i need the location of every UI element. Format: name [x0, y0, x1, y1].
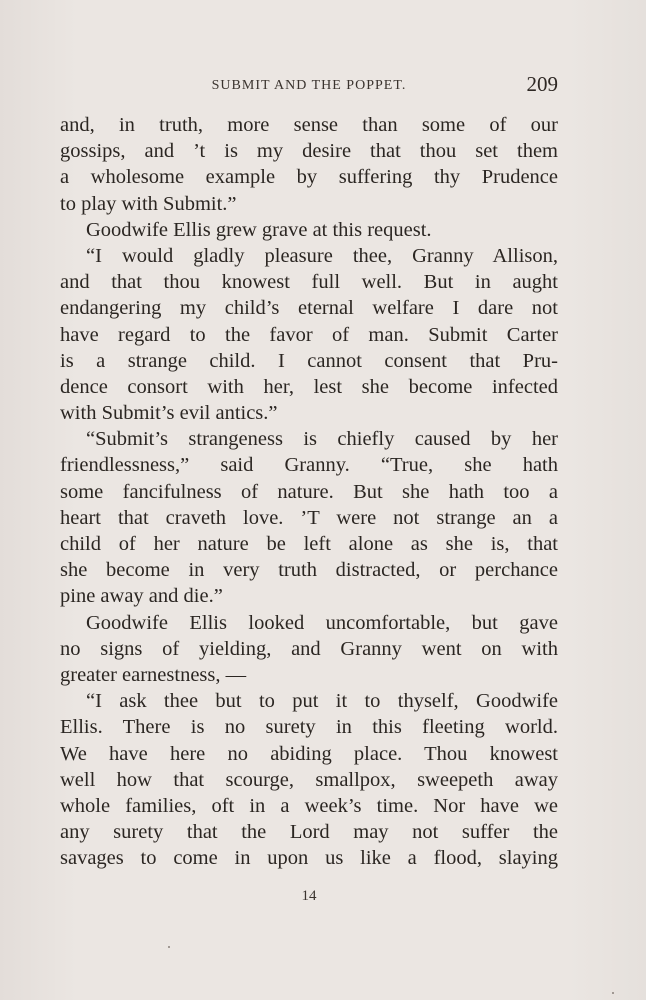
text-line: Goodwife Ellis grew grave at this request. [86, 218, 432, 241]
running-head [60, 72, 558, 100]
text-line: We have here no abiding place. Thou knowest [60, 742, 558, 765]
paper-speck [168, 946, 170, 948]
text-line: dence consort with her, lest she become infected [60, 375, 558, 398]
text-line: have regard to the favor of man. Submit Carter [60, 323, 558, 346]
text-line: “Submit’s strangeness is chiefly caused by her [86, 428, 558, 451]
text-line: heart that craveth love. ’T were not strange an a [60, 506, 558, 529]
text-line: and, in truth, more sense than some of our [60, 114, 558, 136]
text-line: a wholesome example by suffering thy Prudence [60, 166, 558, 189]
text-line: is a strange child. I cannot consent that Pru- [60, 349, 558, 372]
signature-mark: 14 [301, 888, 317, 904]
text-line: greater earnestness, — [60, 663, 247, 686]
text-line: some fancifulness of nature. But she hath too a [60, 480, 558, 503]
text-line: she become in very truth distracted, or perchance [60, 559, 558, 582]
text-line: endangering my child’s eternal welfare I dare not [60, 297, 558, 320]
text-line: “I ask thee but to put it to thyself, Goodwife [86, 690, 558, 713]
text-line: Goodwife Ellis looked uncomfortable, but gave [86, 611, 558, 634]
text-line: to play with Submit.” [60, 192, 237, 215]
page-number: 209 [526, 72, 558, 96]
text-line: with Submit’s evil antics.” [60, 402, 278, 425]
text-line: well how that scourge, smallpox, sweepeth away [60, 768, 558, 791]
text-line: and that thou knowest full well. But in aught [60, 271, 558, 294]
text-line: child of her nature be left alone as she is, that [60, 533, 558, 555]
text-line: “I would gladly pleasure thee, Granny Allison, [86, 244, 558, 267]
text-line: whole families, oft in a week’s time. Nor have we [60, 794, 558, 817]
text-line: friendlessness,” said Granny. “True, she hath [60, 454, 558, 477]
text-line: pine away and die.” [60, 585, 223, 608]
running-title: SUBMIT AND THE POPPET. [211, 78, 407, 93]
text-line: Ellis. There is no surety in this fleeting world. [60, 716, 558, 739]
paper-speck [612, 992, 614, 994]
body-text [60, 112, 558, 871]
text-line: no signs of yielding, and Granny went on with [60, 637, 558, 660]
text-line: any surety that the Lord may not suffer the [60, 821, 558, 844]
text-line: gossips, and ’t is my desire that thou set them [60, 140, 558, 163]
text-line: savages to come in upon us like a flood, slaying [60, 847, 558, 870]
